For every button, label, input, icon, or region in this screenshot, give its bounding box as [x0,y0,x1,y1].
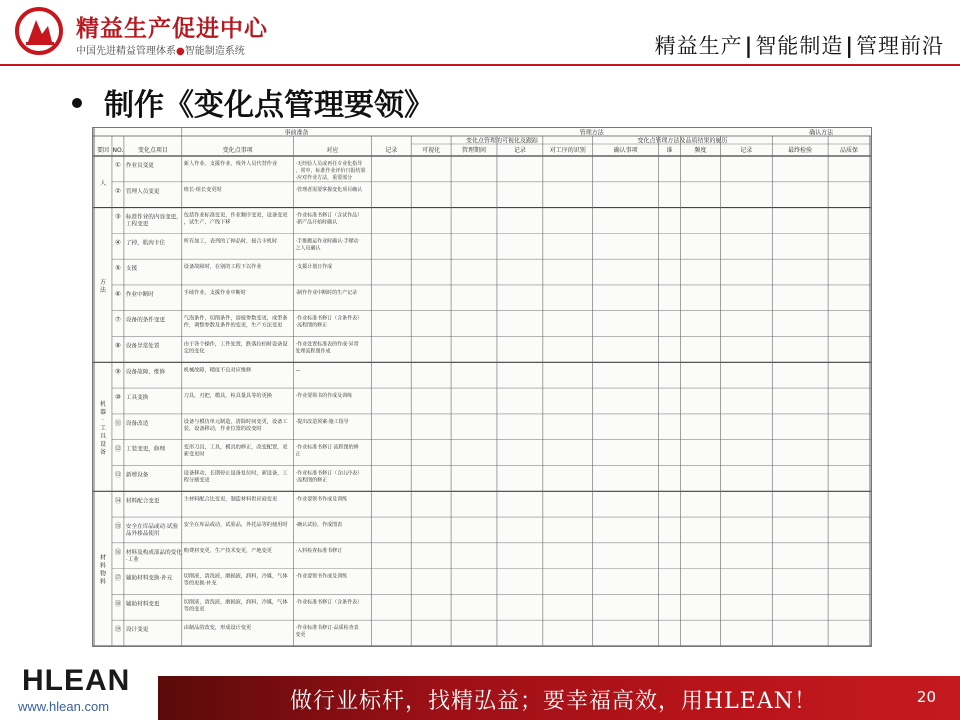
row-action: ·作业标准书修订·品质检查表 [295,625,359,632]
row-number: ⑧ [115,341,121,350]
row-event: 气泡条件，切削条件，溶接参数变更，成型条 [183,315,288,322]
column-header: 品质保 [840,147,859,154]
row-number: ⑮ [114,522,122,531]
row-action: 正 [295,451,301,458]
column-header: 记录 [740,147,753,154]
subgroup-header: 变化点管理的可视化及跟踪 [465,137,538,145]
row-item: 材料及构成部品的变化 [125,549,182,556]
row-action: ·新产品开始时确认 [295,219,338,226]
row-item: 设备异常处置 [125,343,160,350]
row-item: 材料配合变更 [125,498,160,505]
row-event: 班长·组长变更时 [183,186,222,193]
section-label: 备 [99,448,106,456]
row-item: 品外移品使用 [125,531,160,538]
row-action: ·作业标准书修订（含条件表） [295,315,363,322]
group-header: 管理方法 [579,129,604,137]
row-item: 设备故障，维修 [125,369,166,376]
row-event: 手续作业，支援作业中断时 [183,289,247,296]
column-header: 谁 [666,147,673,154]
logo-subtitle [76,42,245,57]
row-item: 工具变换 [125,395,149,402]
row-event: 设备与模仿单元制造，清除时间变更，设备工 [183,418,288,425]
row-item: 新增设备 [125,472,149,479]
tagline-item: 管理前沿 [856,34,944,58]
row-event: 设备故障时，在别的工程下以作业 [183,264,262,271]
row-event: 件，调整参数及条件的变更，生产方法变更 [183,322,283,329]
section-label: 工 [99,424,106,432]
row-number: ⑯ [114,547,122,556]
row-action: ，常中，标准作业评价日报结果 [295,168,366,174]
row-event: 由制品的改变，形成设计变更 [183,625,252,632]
row-number: ⑫ [114,444,122,453]
header-divider [0,64,960,66]
logo-title: 精益生产促进中心 [76,16,268,42]
row-action: ·入料检查标准书修订 [295,547,343,554]
column-header: 记录 [385,147,398,154]
column-header: 要因 [96,147,109,154]
group-header: 确认方法 [809,129,834,137]
row-item: 标准作业的内容变更， [125,214,182,221]
row-number: ④ [115,238,121,247]
section-label: 法 [99,286,106,294]
row-number: ① [115,161,121,169]
row-action: ·无经验人员或再任专业化指导 [295,161,363,167]
footer-slogan: 做行业标杆，找精弘益；要幸福高效，用HLEAN！ [290,689,817,714]
row-action: ·手推搬运作业时确认·手撵动 [295,238,359,245]
row-number: ⑱ [114,599,122,608]
row-action: ·制作作业中断时的生产记录 [295,289,358,296]
column-header: 对工序的识别 [549,147,586,154]
section-label: 料 [99,578,106,586]
row-item: 设备的条件变更 [125,317,166,324]
row-action: 变更 [295,632,306,639]
row-action: ·作业标准书修订·流程图的修 [295,444,359,451]
page-number: 20 [916,688,936,706]
row-event: 程分割变更 [183,477,210,484]
row-item: 作业员变更 [125,163,154,169]
row-number: ⑦ [115,315,121,324]
column-header: 变化点事项 [222,147,253,154]
row-action: ·作业标准书修订（含试作品） [295,212,363,219]
table-grid [93,128,871,646]
row-event: 新人作业、支援作业、残外人员代替作业 [183,161,278,167]
row-item: 设备改造 [125,420,149,427]
row-action: ·管理者需要掌握变化项目确认 [295,186,363,193]
row-action: 之人员确认 [295,245,321,252]
row-event: 购费材变更，生产技术变更，产地变更 [183,547,272,554]
row-action: — [295,367,301,374]
row-action: 处理流程图作成 [295,348,331,355]
row-event: 等的变更 [183,606,205,613]
slide-title [72,80,434,124]
section-label: 器 [99,408,106,416]
row-item: 支援 [125,266,138,273]
row-action: ·作业标准书修订（含条件表） [295,599,363,606]
column-header: 管理期间 [462,147,487,154]
section-label: · [102,416,104,424]
tagline-item: 智能制造 [755,34,844,58]
slide-title-text: 制作《变化点管理要领》 [104,88,434,123]
section-label: 人 [99,179,106,187]
row-action: ·流程图的修正 [295,322,328,329]
group-header: 事前准备 [284,129,309,137]
row-event: 定的变化 [183,348,205,355]
row-event: 变形刀具，工具，模具的修正，改变配置，更 [183,444,288,451]
row-item: 设计变更 [125,627,149,634]
brand-logo [14,6,314,58]
row-event: 装，设备移动，作业位置的改变时 [183,425,262,432]
section-label: 设 [99,440,106,448]
column-header: 频度 [694,147,707,154]
header-tagline [655,30,944,60]
row-action: ·作业标准书修订（含山冷表） [295,470,363,477]
row-number: ⑤ [115,264,121,273]
tagline-separator: | [744,34,754,58]
row-event: 切削液，清洗液，磨损液，润料，冷媒，气体 [183,573,288,580]
row-action: ·作业要领书作成及训练 [295,496,348,503]
row-event: 刀具，刃把，模具，检具量具等的更换 [183,393,272,400]
column-header: NO. [112,147,124,154]
row-event: 包括作业标准变更，作业顺序变更，设备变更 [183,212,288,219]
column-header: 变化点项目 [137,147,168,154]
row-item: 工程变更 [125,221,149,228]
row-action: ·流程图的修正 [295,477,328,484]
row-action: ·作业要领书的作成及训练 [295,393,353,400]
row-item: 作业中断时 [125,291,154,298]
section-label: 物 [99,570,106,578]
column-header: 对应 [326,147,339,154]
row-event: 机械故障，精度不良对应维修 [183,367,252,374]
row-event: 由于各个操作，工件处置，跌落拉拍时设备设 [183,341,288,348]
footer-url-link[interactable]: www.hlean.com [18,699,110,714]
logo-subtitle-right: 智能制造系统 [184,46,245,57]
row-number: ⑨ [115,367,121,376]
row-action: ·提出改造预案·施工指导 [295,418,349,425]
row-number: ⑭ [114,496,122,505]
row-event: 切削液，清洗液，磨损液，润料，冷媒，气体 [183,599,288,606]
logo-subtitle-left: 中国先进精益管理体系 [76,46,176,57]
row-item: 工装变更，修理 [125,446,166,453]
row-number: ⑩ [115,393,121,402]
row-event: 等的更换·补充 [183,580,217,587]
column-header: 可视化 [422,147,441,154]
row-item: 安全在库品或动·试验 [125,524,179,531]
subgroup-header: 变化点管理方法及品质结果的履历 [637,137,728,145]
row-item: ·工业 [125,556,139,563]
row-number: ② [115,186,121,195]
bullet-icon [72,98,82,108]
row-action: ·应对作业方法，重要部分 [295,175,353,181]
tagline-separator: | [845,34,854,58]
column-header: 最终检验 [788,147,813,154]
dot-icon: ● [176,46,185,57]
section-label: 机 [99,400,106,408]
section-label: 材 [99,554,106,562]
row-item: 辅助材料变换·补充 [125,575,173,582]
row-item: 管理人员变更 [125,188,160,195]
row-action: ·作业要领书作成及训练 [295,573,348,580]
row-number: ⑥ [115,289,121,298]
row-number: ⑰ [114,573,122,582]
row-event: 所有加工，表列的了掉品时，接合卡机时 [183,238,278,245]
column-header: 确认事项 [613,147,638,154]
row-event: 新变更时 [183,451,205,458]
row-action: ·作业处置标准表的作成·异常 [295,341,359,348]
column-header: 记录 [513,147,526,154]
row-number: ③ [115,212,121,221]
row-number: ⑬ [114,470,122,479]
section-label: 具 [99,432,106,440]
logo-mark-icon [14,6,64,56]
section-label: 料 [99,562,106,570]
row-event: 安全在库品或动，试验品，外托品等的使用时 [183,522,288,529]
row-event: ，试生产，产线下移 [183,219,231,226]
footer-logo-text: HLEAN [22,664,131,697]
row-item: 了掉，肌肉卡住 [125,240,166,247]
row-action: ·确认试验，作成图表 [295,522,343,529]
row-number: ⑲ [114,625,122,634]
section-label: 方 [99,278,106,286]
row-action: ·支援计划日作成 [295,264,333,271]
change-point-table [92,127,872,647]
row-event: 主材料配合比变更，制造材料供应商变更 [183,496,278,503]
row-number: ⑪ [114,418,122,427]
row-item: 辅助材料变更 [125,601,160,608]
tagline-item: 精益生产 [654,34,743,58]
row-event: 设备移动，长期停止设备复位时，新设备，工 [183,470,288,477]
